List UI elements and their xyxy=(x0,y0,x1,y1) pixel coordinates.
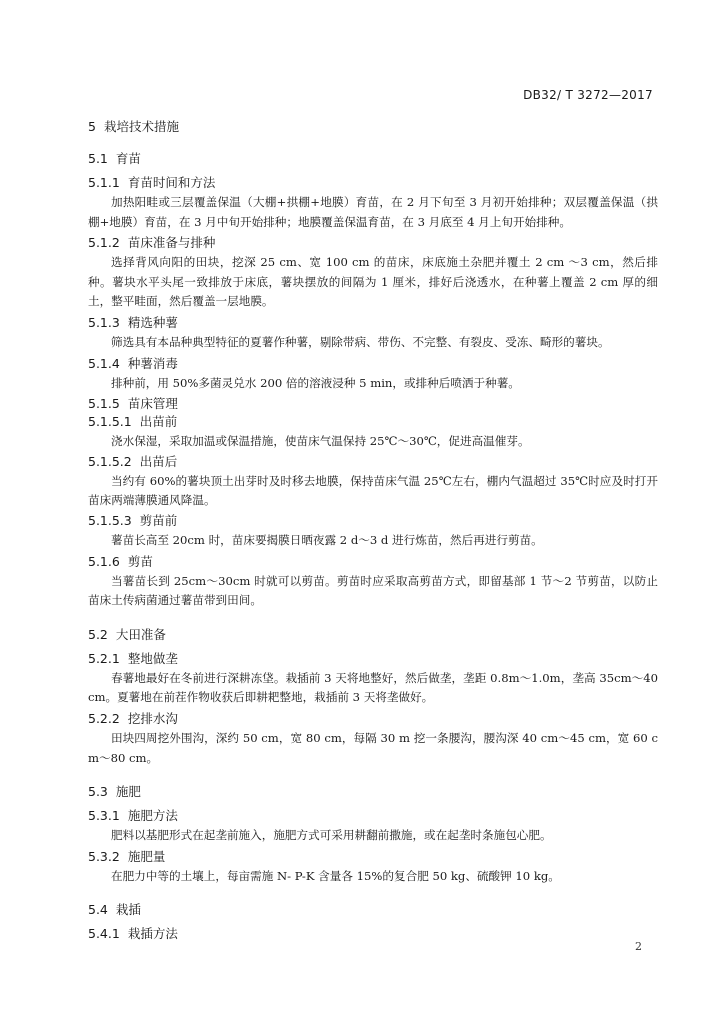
section-heading xyxy=(88,315,658,331)
section-heading xyxy=(88,396,658,412)
paragraph: 春薯地最好在冬前进行深耕冻垡。栽插前 3 天将地整好，然后做垄，垄距 0.8m～1.0m，垄高 35cm～40cm。夏薯地在前茬作物收获后即耕耙整地，栽插前 3 天将垄做好。 xyxy=(88,670,658,705)
paragraph: 田块四周挖外围沟，深约 50 cm，宽 80 cm，每隔 30 m 挖一条腰沟，腰沟深 40 cm～45 cm，宽 60 cm～80 cm。 xyxy=(88,730,658,765)
section-number: 5.2.1 xyxy=(88,650,120,666)
paragraph: 排种前，用 50%多菌灵兑水 200 倍的溶液浸种 5 min，或排种后喷洒于种薯。 xyxy=(111,375,520,390)
section-heading xyxy=(88,414,658,430)
section-heading xyxy=(88,784,658,800)
paragraph: 选择背风向阳的田块，挖深 25 cm、宽 100 cm 的苗床，床底施土杂肥并覆土 2 cm ～3 cm，然后排种。薯块水平头尾一致排放于床底，薯块摆放的间隔为 1 厘米，排好后浇透水，在种薯上覆盖 2 cm 厚的细土，整平畦面，然后覆盖一层地膜。 xyxy=(88,255,658,309)
section-number: 5.1.5.3 xyxy=(88,512,132,528)
section-heading xyxy=(88,902,658,918)
section-title: 整地做垄 xyxy=(127,650,178,666)
paragraph: 加热阳畦或三层覆盖保温（大棚+拱棚+地膜）育苗，在 2 月下旬至 3 月初开始排种；双层覆盖保温（拱棚+地膜）育苗，在 3 月中旬开始排种；地膜覆盖保温育苗，在 3 月底至 4 月上旬开始排种。 xyxy=(88,195,658,229)
section-title: 剪苗前 xyxy=(139,512,178,528)
section-title: 剪苗 xyxy=(127,553,153,569)
standard-code-header: DB32/ T 3272—2017 xyxy=(523,88,653,102)
section-title: 栽插 xyxy=(115,902,141,918)
section-heading xyxy=(88,711,658,727)
section-number: 5.2 xyxy=(88,626,108,642)
section-title: 施肥方法 xyxy=(127,808,178,824)
section-number: 5.1.5.2 xyxy=(88,453,132,469)
section-heading xyxy=(88,651,658,667)
section-title: 栽培技术措施 xyxy=(103,119,179,134)
section-heading xyxy=(88,356,658,372)
section-number: 5 xyxy=(88,119,96,134)
paragraph: 薯苗长高至 20cm 时，苗床要揭膜日晒夜露 2 d～3 d 进行炼苗，然后再进行剪苗。 xyxy=(111,532,543,547)
section-number: 5.3.1 xyxy=(88,808,120,824)
section-title: 苗床管理 xyxy=(127,396,178,412)
section-number: 5.1.6 xyxy=(88,553,120,569)
section-title: 出苗前 xyxy=(139,414,178,430)
section-number: 5.1.1 xyxy=(88,175,120,190)
section-title: 苗床准备与排种 xyxy=(127,235,216,251)
section-heading xyxy=(88,808,658,824)
section-number: 5.1.5 xyxy=(88,396,120,412)
section-number: 5.1.5.1 xyxy=(88,414,132,430)
section-number: 5.3.2 xyxy=(88,848,120,864)
section-number: 5.1.4 xyxy=(88,355,120,371)
section-heading xyxy=(88,175,658,191)
paragraph: 当薯苗长到 25cm～30cm 时就可以剪苗。剪苗时应采取高剪苗方式，即留基部 1 节～2 节剪苗，以防止苗床土传病菌通过薯苗带到田间。 xyxy=(88,573,658,608)
section-heading xyxy=(88,849,658,865)
section-number: 5.1.3 xyxy=(88,314,120,330)
paragraph: 浇水保湿，采取加温或保温措施，使苗床气温保持 25℃～30℃，促进高温催芽。 xyxy=(111,434,530,449)
page-number: 2 xyxy=(635,940,642,953)
section-title: 施肥量 xyxy=(127,848,166,864)
section-heading xyxy=(88,627,658,643)
section-number: 5.4 xyxy=(88,902,108,918)
section-title: 精选种薯 xyxy=(127,314,178,330)
section-number: 5.3 xyxy=(88,784,108,800)
section-title: 施肥 xyxy=(115,784,141,800)
section-title: 育苗时间和方法 xyxy=(127,175,216,190)
section-heading xyxy=(88,151,658,167)
section-heading xyxy=(88,454,658,470)
section-number: 5.1.2 xyxy=(88,235,120,251)
section-heading xyxy=(88,554,658,570)
document-body xyxy=(88,119,658,944)
paragraph: 肥料以基肥形式在起垄前施入，施肥方式可采用耕翻前撒施，或在起垄时条施包心肥。 xyxy=(111,828,552,843)
paragraph: 在肥力中等的土壤上，每亩需施 N- P-K 含量各 15%的复合肥 50 kg、硫酸钾 10 kg。 xyxy=(111,868,560,883)
section-title: 出苗后 xyxy=(139,453,178,469)
section-heading xyxy=(88,119,658,135)
section-heading xyxy=(88,926,658,942)
section-title: 种薯消毒 xyxy=(127,355,178,371)
section-heading xyxy=(88,235,658,251)
paragraph: 筛选具有本品种典型特征的夏薯作种薯，剔除带病、带伤、不完整、有裂皮、受冻、畸形的薯块。 xyxy=(111,334,610,349)
section-title: 育苗 xyxy=(115,151,141,166)
section-title: 挖排水沟 xyxy=(127,710,178,726)
section-heading xyxy=(88,513,658,529)
section-title: 大田准备 xyxy=(115,626,166,642)
paragraph: 当约有 60%的薯块顶土出芽时及时移去地膜，保持苗床气温 25℃左右，棚内气温超过 35℃时应及时打开苗床两端薄膜通风降温。 xyxy=(88,473,658,508)
section-title: 栽插方法 xyxy=(127,926,178,942)
section-number: 5.1 xyxy=(88,151,108,166)
section-number: 5.4.1 xyxy=(88,926,120,942)
section-number: 5.2.2 xyxy=(88,710,120,726)
